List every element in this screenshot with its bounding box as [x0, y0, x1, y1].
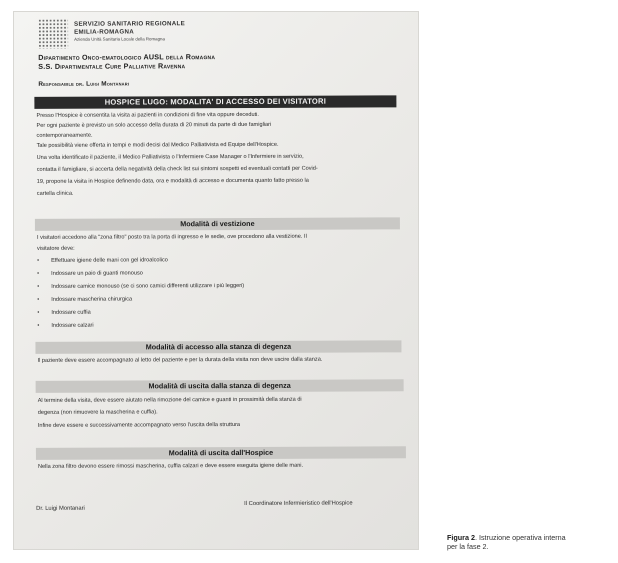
list-item-label: Indossare un paio di guanti monouso [51, 270, 143, 277]
intro-line: Presso l'Hospice è consentita la visita ai pazienti in condizioni di fine vita oppure deceduti. [36, 111, 259, 119]
list-item [37, 257, 168, 264]
document-sheet [14, 12, 418, 549]
org-region: EMILIA-ROMAGNA [74, 28, 134, 36]
signature-right: Il Coordinatore Infermieristico dell'Hospice [244, 500, 353, 508]
figure-caption [447, 533, 566, 551]
section-heading-uscita-hospice: Modalità di uscita dall'Hospice [36, 446, 406, 460]
uscita-stanza-text: Infine deve essere e successivamente accompagnato verso l'uscita della struttura [37, 422, 241, 429]
caption-text: . Istruzione operativa interna [474, 533, 566, 542]
bullet-icon: • [37, 309, 40, 316]
intro-line: contemporaneamente. [36, 132, 93, 139]
intro-line: Per ogni paziente è previsto un solo accesso della durata di 20 minuti da parte di due famigliari [36, 121, 272, 129]
bullet-icon: • [37, 296, 40, 303]
responsible-line: Responsabile dr. Luigi Montanari [38, 80, 130, 88]
uscita-stanza-text: degenza (non rimuovere la mascherina e cuffia). [37, 409, 158, 416]
uscita-stanza-text: Al termine della visita, deve essere aiutato nella rimozione del camice e guanti in prossimità della stanza di [37, 396, 302, 404]
list-item [37, 323, 93, 329]
list-item-label: Indossare camice monouso (se ci sono camici differenti utilizzare i più leggeri) [51, 282, 245, 290]
org-name: SERVIZIO SANITARIO REGIONALE [74, 20, 186, 28]
list-item [37, 283, 244, 290]
figure-label: Figura 2 [447, 533, 475, 542]
unit-name: S.S. Dipartimentale Cure Palliative Ravenna [38, 61, 186, 71]
caption-text-2: per la fase 2. [447, 542, 489, 551]
signature-left: Dr. Luigi Montanari [36, 505, 85, 512]
bullet-icon: • [37, 283, 40, 290]
bullet-icon: • [37, 257, 40, 264]
list-item-label: Indossare mascherina chirurgica [51, 296, 133, 303]
document-photo [14, 12, 418, 549]
intro-line: cartella clinica. [36, 190, 74, 197]
section-heading-accesso: Modalità di accesso alla stanza di degenza [35, 340, 401, 354]
list-item [37, 310, 90, 316]
vestizione-text: visitatore deve: [37, 245, 75, 252]
list-item [37, 270, 143, 276]
list-item-label: Indossare cuffia [51, 309, 91, 316]
list-item [37, 296, 132, 302]
document-title: HOSPICE LUGO: MODALITA' DI ACCESSO DEI VISITATORI [34, 95, 396, 109]
intro-line: 19, propone la visita in Hospice definendo data, ora e modalità di accesso e documenta quanto fatto presso la [36, 177, 309, 185]
list-item-label: Effettuare igiene delle mani con gel idroalcolico [51, 257, 168, 264]
section-heading-vestizione: Modalità di vestizione [35, 217, 400, 231]
bullet-icon: • [37, 270, 40, 277]
department-name: Dipartimento Onco-ematologico AUSL della Romagna [38, 52, 216, 62]
list-item-label: Indossare calzari [51, 322, 94, 329]
intro-line: contatta il famigliare, si accerta della negatività della check list sui sintomi sospetti ed eventuali contatti per Covid- [36, 165, 318, 173]
section-heading-uscita-stanza: Modalità di uscita dalla stanza di degenza [36, 379, 404, 393]
org-subtitle: Azienda Unità Sanitaria Locale della Romagna [74, 36, 165, 42]
accesso-text: Il paziente deve essere accompagnato al letto del paziente e per la durata della visita non deve uscire dalla stanza. [37, 356, 323, 364]
intro-line: Una volta identificato il paziente, il Medico Palliativista o l'Infermiere Case Manager o l'Infermiere in servizio, [36, 153, 304, 161]
uscita-hospice-text: Nella zona filtro devono essere rimossi mascherina, cuffia calzari e deve essere eseguita igiene delle mani. [37, 462, 304, 470]
vestizione-text: I visitatori accedono alla "zona filtro" posto tra la porta di ingresso e le sedie, ove procedono alla vestizione. Il [36, 233, 307, 241]
bullet-icon: • [37, 322, 40, 329]
intro-line: Tale possibilità viene offerta in tempi e modi decisi dal Medico Palliativista ed Equipe dell'Hospice. [36, 141, 279, 149]
dot-grid-logo-icon [38, 19, 68, 49]
